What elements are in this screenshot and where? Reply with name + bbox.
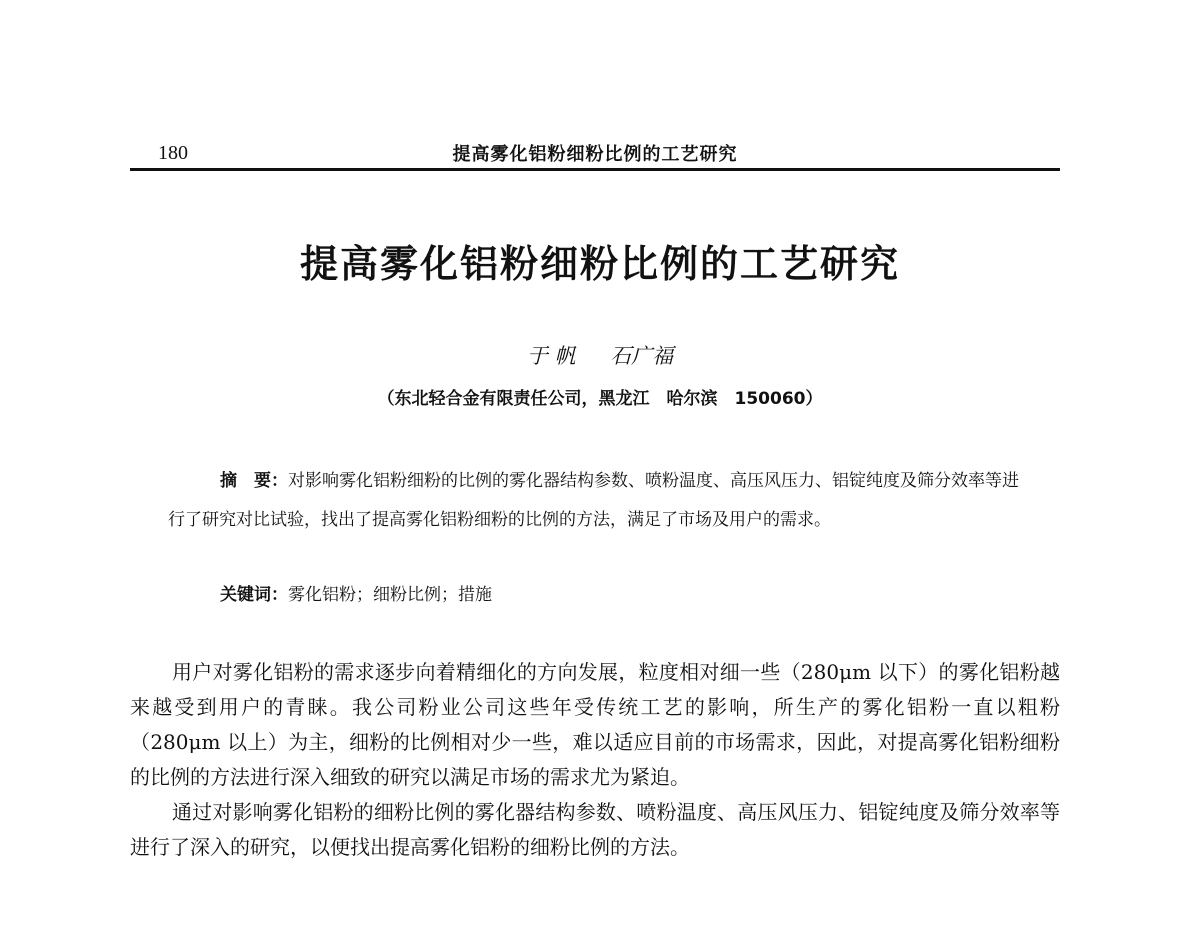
author: 于 帆: [526, 344, 576, 368]
abstract: [168, 462, 1028, 540]
body-text: [130, 655, 1060, 865]
abstract-text: 对影响雾化铝粉细粉的比例的雾化器结构参数、喷粉温度、高压风压力、铝锭纯度及筛分效率等进行了研究对比试验，找出了提高雾化铝粉细粉的比例的方法，满足了市场及用户的需求。: [168, 471, 1019, 530]
author: 石广福: [610, 344, 674, 368]
affiliation: （东北轻合金有限责任公司，黑龙江 哈尔滨 150060）: [377, 389, 823, 409]
running-header: [130, 138, 1060, 168]
abstract-label: 摘 要：: [220, 471, 288, 491]
paragraph: 用户对雾化铝粉的需求逐步向着精细化的方向发展，粒度相对细一些（280μm 以下）的雾化铝粉越来越受到用户的青睐。我公司粉业公司这些年受传统工艺的影响，所生产的雾化铝粉一直以粗粉（280μm 以上）为主，细粉的比例相对少一些，难以适应目前的市场需求，因此，对提高雾化铝粉细粉的比例的方法进行深入细致的研究以满足市场的需求尤为紧迫。: [130, 660, 1060, 789]
keywords-label: 关键词：: [220, 585, 288, 605]
paragraph: 通过对影响雾化铝粉的细粉比例的雾化器结构参数、喷粉温度、高压风压力、铝锭纯度及筛分效率等进行了深入的研究，以便找出提高雾化铝粉的细粉比例的方法。: [130, 800, 1060, 859]
keywords: [220, 580, 492, 605]
paper-title: 提高雾化铝粉细粉比例的工艺研究: [299, 242, 900, 286]
page-number: 180: [158, 142, 188, 164]
header-rule: [130, 168, 1060, 171]
keywords-text: 雾化铝粉；细粉比例；措施: [288, 585, 492, 605]
authors: [0, 340, 1200, 370]
running-title: 提高雾化铝粉细粉比例的工艺研究: [452, 144, 738, 165]
